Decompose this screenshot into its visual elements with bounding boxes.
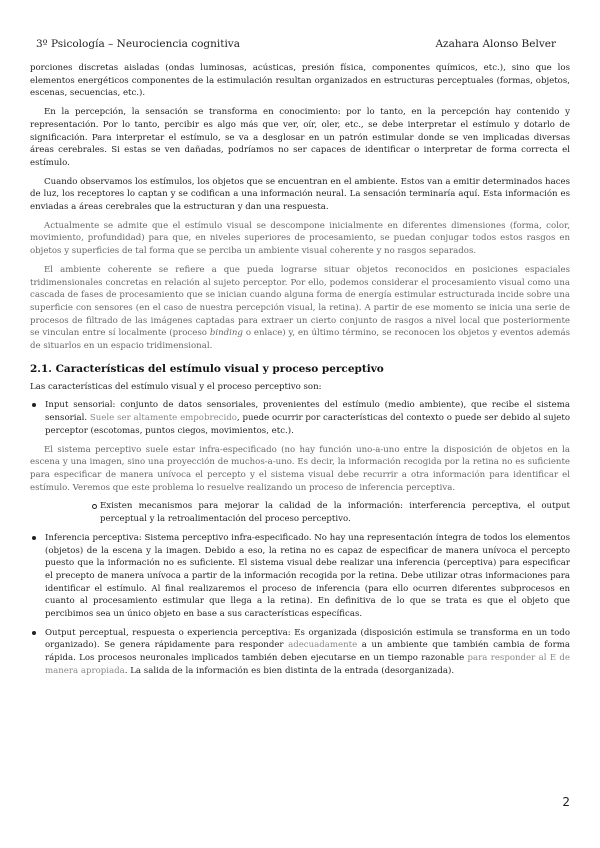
sub-item-text: Existen mecanismos para mejorar la calidad de la información: interferencia perceptiva, el output perceptual y la retroalimentación del proceso perceptivo.	[100, 501, 570, 525]
paragraph-5-part-b: o enlace) y, en último término, se reconocen los objetos y eventos además de situarlos en un espacio tridimensional.	[30, 328, 570, 352]
list-item-input-sensorial	[30, 399, 570, 437]
bullet-3-grey-1: adecuadamente	[288, 640, 358, 651]
characteristics-list-continued	[30, 532, 570, 678]
circle-bullet-icon	[92, 504, 97, 509]
page-header	[30, 38, 570, 50]
author-name: Azahara Alonso Belver	[435, 38, 556, 50]
list-item-output-perceptual	[30, 627, 570, 678]
document-page	[30, 38, 570, 684]
bullet-1-part-a: Input sensorial: conjunto de datos sensoriales, provenientes del estímulo (medio ambiente), que recibe el sistema sensorial.	[45, 400, 570, 424]
bullet-icon	[32, 536, 36, 540]
bullet-2-text: Inferencia perceptiva: Sistema perceptivo infra-especificado. No hay una representación íntegra de todos los elementos (objetos) de la escena y la imagen. Debido a eso, la retina no es capaz de especificar de manera unívoca el percepto puesto que la información no es suficiente. El sistema visual debe realizar una inferencia (perceptiva) para especificar el precepto de manera unívoca a partir de la información recogida por la retina. Debe utilizar otras informaciones para identificar el estímulo. Al final realizaremos el proceso de inferencia (para ello ocurren diferentes subprocesos en cuanto al procesamiento estimular que llega a la retina). En definitiva de lo que se trata es que el objeto que percibimos sea un único objeto en base a sus características específicas.	[45, 532, 570, 620]
course-title: 3º Psicología – Neurociencia cognitiva	[36, 38, 241, 50]
section-intro: Las características del estímulo visual y el proceso perceptivo son:	[30, 381, 322, 392]
bullet-1-part-b: , puede ocurrir por características del contexto o puede ser debido al sujeto perceptor (escotomas, puntos ciegos, movimientos, etc.).	[45, 413, 570, 436]
section-heading: 2.1. Características del estímulo visual y proceso perceptivo	[30, 362, 384, 375]
bullet-3-part-c: . La salida de la información es bien distinta de la entrada (desorganizada).	[124, 665, 455, 676]
paragraph-2: En la percepción, la sensación se transforma en conocimiento: por lo tanto, en la percepción hay contenido y representación. Por lo tanto, percibir es algo más que ver, oír, oler, etc., se debe interpretar el estímulo y dotarlo de significación. Para interpretar el estímulo, se va a desglosar en un patrón estimular donde se ven implicadas diversas áreas cerebrales. Si estas se ven dañadas, podríamos no ser capaces de identificar o interpretar de forma correcta el estímulo.	[30, 107, 570, 168]
page-number: 2	[562, 795, 570, 809]
bullet-icon	[32, 631, 36, 635]
list-item-inferencia-perceptiva	[30, 532, 570, 621]
bullet-3-part-a: Output perceptual, respuesta o experiencia perceptiva: Es organizada (disposición estimula se transforma en un todo organizado). Se genera rápidamente para responder	[45, 627, 570, 651]
infra-specified-note: El sistema perceptivo suele estar infra-especificado (no hay función uno-a-uno entre la disposición de objetos en la escena y una imagen, sino una proyección de muchos-a-uno. Es decir, la información recogida por la retina no es suficiente para especificar de manera unívoca el percepto y el sistema visual debe recurrir a otra información para identificar el estímulo. Veremos que este problema lo resuelve realizando un proceso de inferencia perceptiva.	[30, 444, 570, 493]
bullet-icon	[32, 403, 36, 407]
paragraph-5-part-a: El ambiente coherente se refiere a que pueda lograrse situar objetos reconocidos en posiciones espaciales tridimensionales concretas en relación al sujeto perceptor. Por ello, podemos considerar el procesamiento visual como una cascada de fases de procesamiento que se inician cuando alguna forma de energía estimular estructurada incide sobre una superficie con sensores (en el caso de nuestra percepción visual, la retina). A partir de ese momento se inicia una serie de procesos de filtrado de las imágenes captadas para extraer un cierto conjunto de rasgos a nivel local que posteriormente se vinculan entre sí localmente (proceso	[30, 264, 570, 339]
paragraph-5-binding: binding	[209, 328, 243, 339]
sub-list-item	[30, 500, 570, 525]
characteristics-list	[30, 399, 570, 437]
bullet-3-grey-2: para responder al E de manera apropiada	[45, 653, 570, 676]
bullet-1-grey: Suele ser altamente empobrecido	[89, 413, 237, 424]
bullet-3-part-b: a un ambiente que también cambia de forma rápida. Los procesos neuronales implicados también deben ejecutarse en un tiempo razonable	[45, 640, 570, 664]
paragraph-4: Actualmente se admite que el estímulo visual se descompone inicialmente en diferentes dimensiones (forma, color, movimiento, profundidad) para que, en niveles superiores de procesamiento, se puedan conjugar todos estos rasgos en objetos y superficies de tal forma que se perciba un ambiente visual coherente y no rasgos separados.	[30, 220, 570, 257]
paragraph-5	[30, 264, 570, 353]
paragraph-3: Cuando observamos los estímulos, los objetos que se encuentran en el ambiente. Estos van a emitir determinados haces de luz, los receptores lo captan y se codifican a una información neural. La sensación terminaría aquí. Esta información es enviadas a áreas cerebrales que la estructuran y dan una respuesta.	[30, 176, 570, 213]
paragraph-1: porciones discretas aisladas (ondas luminosas, acústicas, presión física, componentes químicos, etc.), sino que los elementos energéticos componentes de la estimulación resultan organizados en estructuras perceptuales (formas, objetos, escenas, secuencias, etc.).	[30, 63, 570, 99]
